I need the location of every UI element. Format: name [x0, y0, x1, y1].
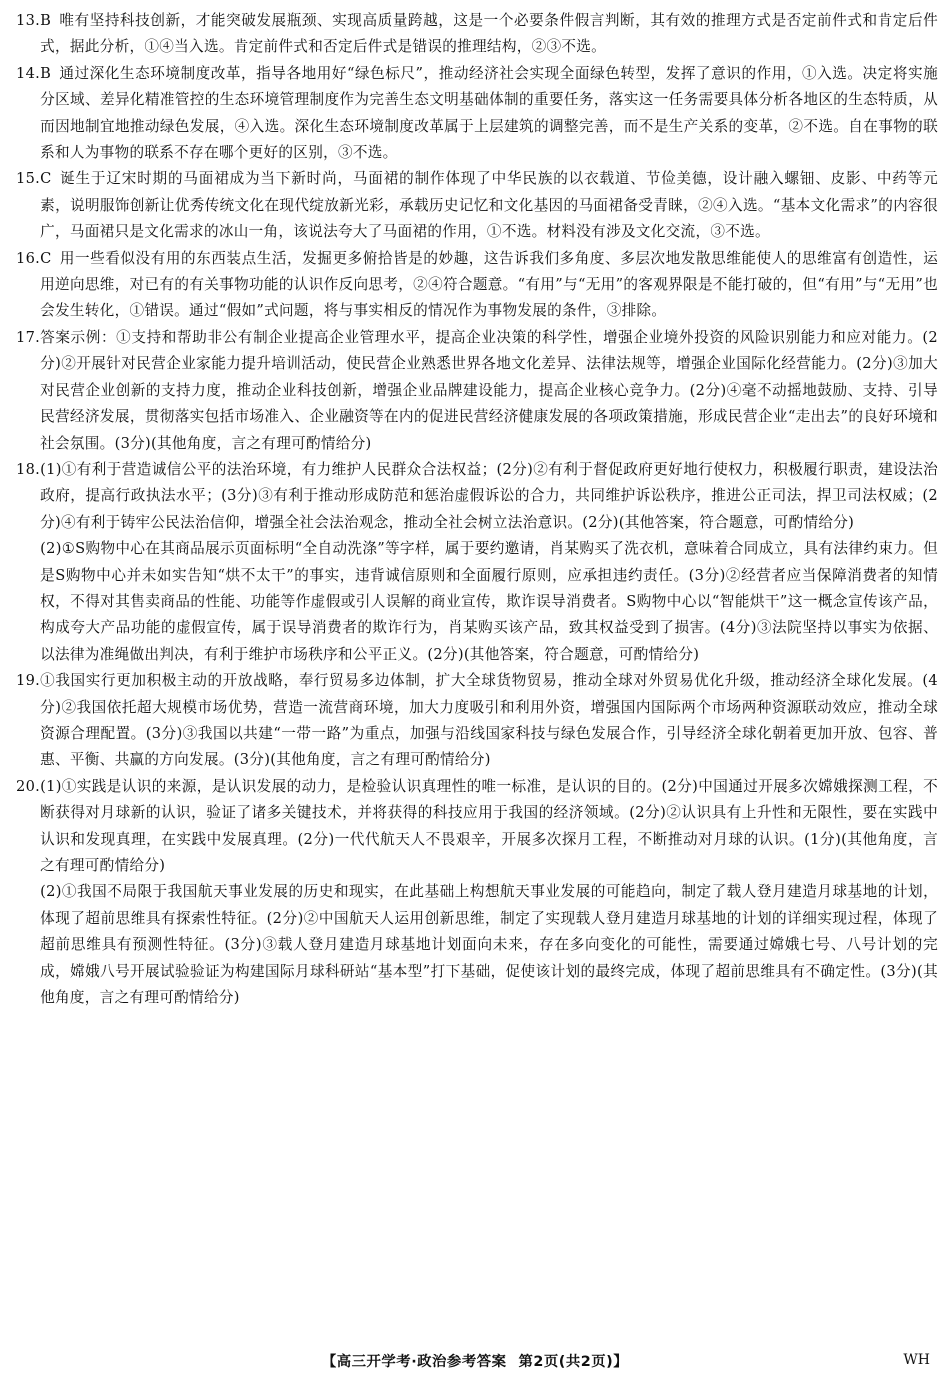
answer-text: (2)①S购物中心在其商品展示页面标明“全自动洗涤”等字样，属于要约邀请，肖某购买了洗衣机，意味着合同成立，具有法律约束力。但是S购物中心并未如实告知“烘不太干”的事实，违背诚信原则和全面履行原则，应承担违约责任。(3分)②经营者应当保障消费者的知情权，不得对其售卖商品的性能、功能等作虚假或引人误解的商业宣传，欺诈误导消费者。S购物中心以“智能烘干”这一概念宣传该产品，构成夸大产品功能的虚假宣传，属于误导消费者的欺诈行为，肖某购买该产品，致其权益受到了损害。(4分)③法院坚持以事实为依据、以法律为准绳做出判决，有利于维护市场秩序和公平正义。(2分)(其他答案，符合题意，可酌情给分): [40, 540, 938, 663]
answer-paragraph: [40, 879, 938, 1011]
answer-body: [40, 61, 938, 167]
answer-choice: C: [40, 170, 52, 188]
answer-text: (2)①我国不局限于我国航天事业发展的历史和现实，在此基础上构想航天事业发展的可能趋向，制定了载人登月建造月球基地的计划，体现了超前思维具有探索性特征。(2分)②中国航天人运用创新思维，制定了实现载人登月建造月球基地的计划的详细实现过程，体现了超前思维具有预测性特征。(3分)③载人登月建造月球基地计划面向未来，存在多向变化的可能性，需要通过嫦娥七号、八号计划的完成，嫦娥八号开展试验验证为构建国际月球科研站“基本型”打下基础，促使该计划的最终完成，体现了超前思维具有不确定性。(3分)(其他角度，言之有理可酌情给分): [40, 883, 938, 1007]
question-number: 17.: [16, 328, 41, 346]
answer-paragraph: [40, 246, 938, 325]
answer-choice: C: [40, 249, 52, 267]
answer-paragraph: [40, 325, 938, 457]
answer-item: [16, 246, 938, 325]
answer-body: [40, 246, 938, 325]
footer-course: 【高三开学考·政治参考答案: [321, 1354, 507, 1370]
answer-body: [40, 166, 938, 245]
answer-paragraph: [40, 8, 938, 61]
answer-text: (1)①有利于营造诚信公平的法治环境，有力维护人民群众合法权益；(2分)②有利于督促政府更好地行使权力，积极履行职责，建设法治政府，提高行政执法水平；(3分)③有利于推动形成防范和惩治虚假诉讼的合力，共同维护诉讼秩序，推进公正司法，捍卫司法权威；(2分)④有利于铸牢公民法治信仰，增强全社会法治观念，推动全社会树立法治意识。(2分)(其他答案，符合题意，可酌情给分): [40, 460, 938, 531]
answer-body: [40, 668, 938, 774]
answer-paragraph: [40, 457, 938, 536]
answer-item: [16, 325, 938, 457]
answer-item: [16, 166, 938, 245]
answer-paragraph: [40, 61, 938, 167]
answer-item: [16, 774, 938, 1012]
answer-text: ①我国实行更加积极主动的开放战略，奉行贸易多边体制，扩大全球货物贸易，推动全球对外贸易优化升级，推动经济全球化发展。(4分)②我国依托超大规模市场优势，营造一流营商环境，加大力度吸引和利用外资，增强国内国际两个市场两种资源联动效应，推动全球资源合理配置。(3分)③我国以共建“一带一路”为重点，加强与沿线国家科技与绿色发展合作，引导经济全球化朝着更加开放、包容、普惠、平衡、共赢的方向发展。(3分)(其他角度，言之有理可酌情给分): [40, 672, 938, 769]
footer-code: WH: [903, 1352, 930, 1368]
answer-text: 答案示例：①支持和帮助非公有制企业提高企业管理水平，提高企业决策的科学性，增强企业境外投资的风险识别能力和应对能力。(2分)②开展针对民营企业家能力提升培训活动，使民营企业熟悉世界各地文化差异、法律法规等，增强企业国际化经营能力。(2分)③加大对民营企业创新的支持力度，推动企业科技创新，增强企业品牌建设能力，提高企业核心竞争力。(2分)④毫不动摇地鼓励、支持、引导民营经济发展，贯彻落实包括市场准入、企业融资等在内的促进民营经济健康发展的各项政策措施，形成民营企业“走出去”的良好环境和社会氛围。(3分)(其他角度，言之有理可酌情给分): [40, 328, 938, 452]
footer-page-number: 第2页(共2页)】: [518, 1354, 629, 1370]
answer-body: [40, 774, 938, 1012]
answer-item: [16, 8, 938, 61]
answer-body: [40, 8, 938, 61]
answer-item: [16, 457, 938, 668]
question-number: 15.: [16, 170, 41, 188]
question-number: 19.: [16, 672, 41, 690]
answer-paragraph: [40, 536, 938, 668]
answer-text: (1)①实践是认识的来源，是认识发展的动力，是检验认识真理性的唯一标准，是认识的目的。(2分)中国通过开展多次嫦娥探测工程，不断获得对月球新的认识，验证了诸多关键技术，并将获得的科技应用于我国的经济领域。(2分)②认识具有上升性和无限性，要在实践中认识和发现真理，在实践中发展真理。(2分)一代代航天人不畏艰辛，开展多次探月工程，不断推动对月球的认识。(1分)(其他角度，言之有理可酌情给分): [40, 777, 938, 874]
question-number: 20.: [16, 777, 41, 795]
answer-text: 诞生于辽宋时期的马面裙成为当下新时尚，马面裙的制作体现了中华民族的以衣载道、节俭美德，设计融入螺钿、皮影、中药等元素，说明服饰创新让优秀传统文化在现代绽放新光彩，承载历史记忆和文化基因的马面裙备受青睐，②④入选。“基本文化需求”的内容很广，马面裙只是文化需求的冰山一角，该说法夸大了马面裙的作用，①不选。材料没有涉及文化交流，③不选。: [40, 170, 938, 241]
answer-paragraph: [40, 774, 938, 880]
question-number: 14.: [16, 64, 41, 82]
answer-text: 通过深化生态环境制度改革，指导各地用好“绿色标尺”，推动经济社会实现全面绿色转型，发挥了意识的作用，①入选。决定将实施分区域、差异化精准管控的生态环境管理制度作为完善生态文明基础体制的重要任务，落实这一任务需要具体分析各地区的生态特质，从而因地制宜地推动绿色发展，④入选。深化生态环境制度改革属于上层建筑的调整完善，而不是生产关系的变革，②不选。自在事物的联系和人为事物的联系不存在哪个更好的区别，③不选。: [40, 64, 938, 162]
page-footer: [0, 1350, 950, 1371]
answer-paragraph: [40, 668, 938, 774]
answer-choice: B: [40, 64, 52, 82]
answer-body: [40, 325, 938, 457]
question-number: 16.: [16, 249, 41, 267]
answer-item: [16, 61, 938, 167]
answer-list: [16, 8, 938, 1011]
question-number: 13.: [16, 12, 41, 29]
answer-body: [40, 457, 938, 668]
answer-text: 用一些看似没有用的东西装点生活，发掘更多俯拾皆是的妙趣，这告诉我们多角度、多层次地发散思维能使人的思维富有创造性，运用逆向思维，对已有的有关事物功能的认识作反向思考，②④符合题意。“有用”与“无用”的客观界限是不能打破的，但“有用”与“无用”也会发生转化，①错误。通过“假如”式问题，将与事实相反的情况作为事物发展的条件，③排除。: [40, 249, 938, 320]
answer-paragraph: [40, 166, 938, 245]
answer-choice: B: [40, 12, 52, 29]
answer-text: 唯有坚持科技创新，才能突破发展瓶颈、实现高质量跨越，这是一个必要条件假言判断，其有效的推理方式是否定前件式和肯定后件式，据此分析，①④当入选。肯定前件式和否定后件式是错误的推理结构，②③不选。: [40, 12, 938, 56]
question-number: 18.: [16, 460, 41, 478]
answer-item: [16, 668, 938, 774]
